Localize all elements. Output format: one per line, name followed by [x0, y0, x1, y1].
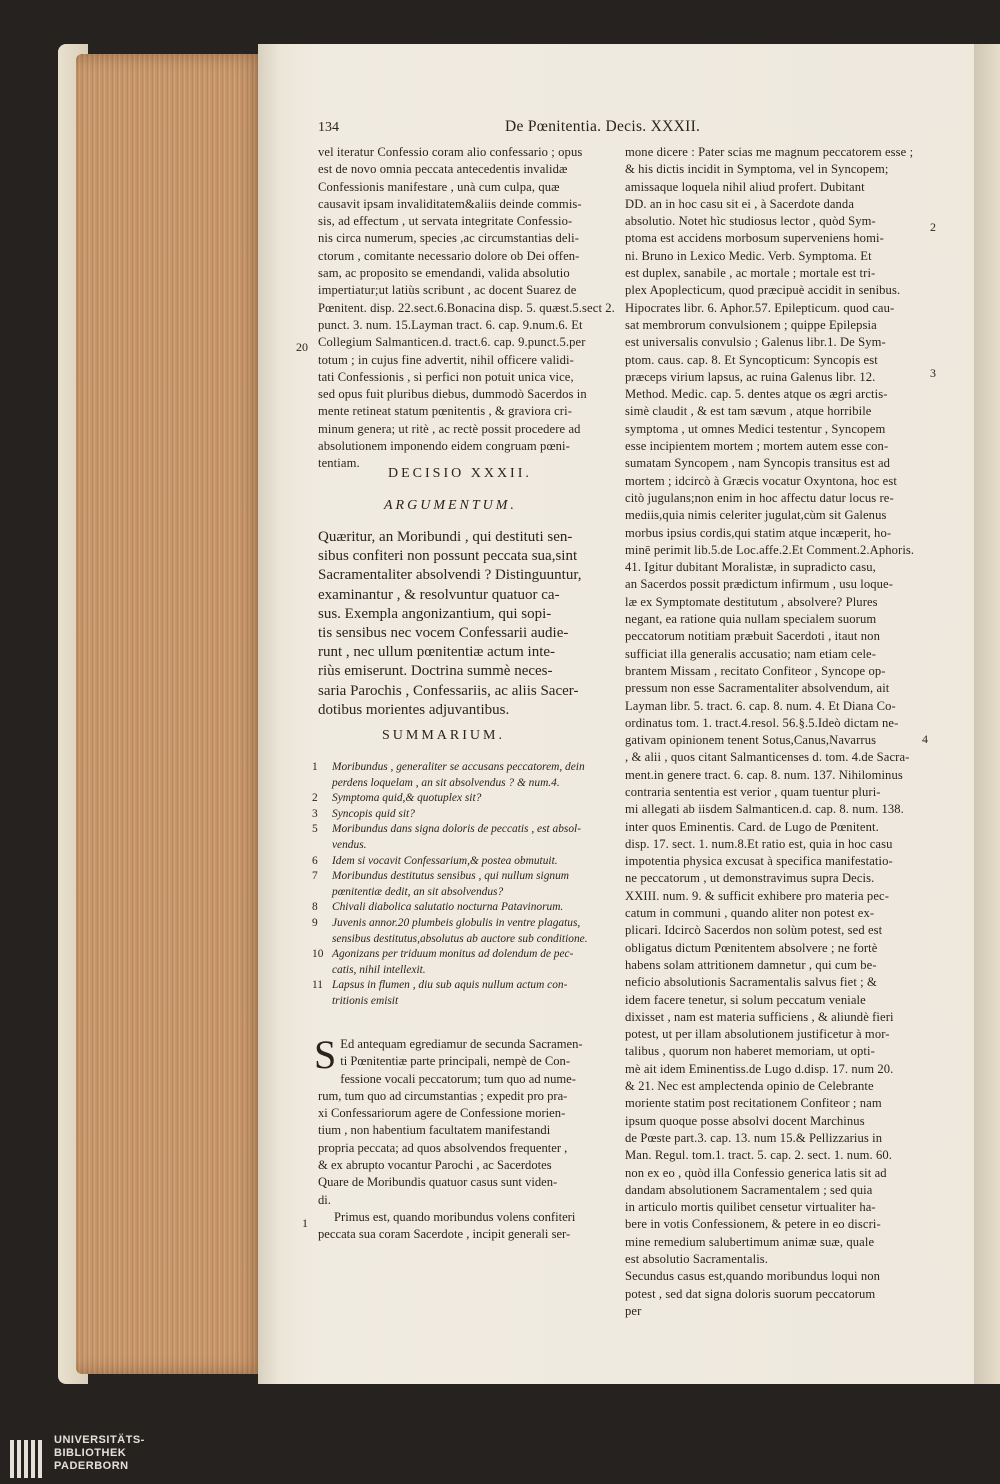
text-line: peccatorum notitiam præbuit Sacerdoti , itaut non [625, 629, 880, 644]
text-line: dixisset , nam est materia sufficiens , & aliundè fieri [625, 1009, 894, 1024]
summarium-item-text: Moribundus destitutus sensibus , qui nullum signum [332, 870, 570, 883]
text-line: dandam absolutionem Sacramentalem ; sed quia [625, 1182, 873, 1197]
summarium-item-text: Idem si vocavit Confessarium,& postea obmutuit. [332, 854, 558, 867]
argumentum-line: tis sensibus nec vocem Confessarii audie- [318, 625, 569, 642]
argumentum-line: examinantur , & resolvuntur quatuor ca- [318, 586, 560, 603]
text-line: simè claudit , & est tam sævum , atque horribile [625, 404, 872, 419]
facing-page-edge [974, 44, 1000, 1384]
summarium-item: vendus. [332, 838, 367, 851]
summarium-item [312, 869, 612, 885]
summarium-item-text: Moribundus , generaliter se accusans peccatorem, dein [332, 761, 585, 773]
text-line: plicari. Idcircò Sacerdos non solùm potest, sed est [625, 923, 883, 938]
text-line: de Pœste part.3. cap. 13. num 15.& Pellizzarius in [625, 1130, 883, 1145]
text-line: rum, tum quo ad circumstantias ; expedit pro pra- [318, 1088, 568, 1103]
text-line: ipsum quoque posse absolvi docent Marchinus [625, 1113, 865, 1128]
text-line: causavit ipsam invaliditatem&aliis deinde commis- [318, 196, 582, 211]
text-line: sufficiat illa generalis accusatio; nam etiam cele- [625, 646, 877, 661]
argumentum-line: sibus confiteri non possunt peccata sua,sint [318, 548, 578, 565]
text-line: symptoma , ut omnes Medici testentur , Syncopem [625, 421, 886, 436]
text-line: potest , sed dat signa doloris suorum peccatorum [625, 1286, 876, 1301]
text-line: est duplex, sanabile , ac mortale ; mortale est tri- [625, 266, 876, 281]
text-line: minē perimit lib.5.de Loc.affe.2.Et Comment.2.Aphoris. [625, 542, 915, 557]
text-line: inter quos Eminentis. Card. de Lugo de Pœnitent. [625, 819, 879, 834]
summarium-item [312, 807, 612, 823]
text-line: mediis,quia nimis celeriter jugulat,cùm sit Galenus [625, 508, 887, 523]
logo-line: PADERBORN [54, 1460, 129, 1472]
argumentum-line: saria Parochis , Confessariis, ac aliis Sacer- [318, 682, 579, 699]
summarium-item: pœnitentiæ dedit, an sit absolvendus? [332, 885, 504, 898]
text-line: præceps virium lapsus, ac ruina Galenus libr. 12. [625, 369, 876, 384]
argumentum-line: Sacramentaliter absolvendi ? Distinguuntur, [318, 567, 582, 584]
text-line: pressum non esse Sacramentaliter absolvendum, ait [625, 681, 890, 696]
text-line: amissaque loquela nihil aliud profert. Dubitant [625, 179, 865, 194]
text-line: ordinatus tom. 1. tract.4.resol. 56.§.5.Ideò dictam ne- [625, 715, 899, 730]
text-line: mè ait idem Eminentiss.de Lugo d.disp. 17. num 20. [625, 1061, 894, 1076]
text-line: & 21. Nec est amplectenda opinio de Celebrante [625, 1079, 874, 1094]
argumentum-text [318, 528, 618, 720]
summarium-item-text: Agonizans per triduum monitus ad dolendum de pec- [332, 948, 574, 961]
text-line: sed opus fuit pluribus diebus, dummodò Sacerdos in [318, 387, 587, 402]
margin-number: 1 [302, 1216, 308, 1230]
margin-number: 4 [922, 732, 928, 746]
text-line: Method. Medic. cap. 5. dentes atque os ægri arctis- [625, 387, 888, 402]
summarium-item [312, 916, 612, 932]
summarium-item-number: 6 [312, 854, 318, 867]
text-line: sumatam Syncopem , nam Syncopis transitus est ad [625, 456, 891, 471]
logo-line: UNIVERSITÄTS- [54, 1434, 145, 1446]
text-line: & ex abrupto vocantur Parochi , ac Sacerdotes [318, 1158, 552, 1173]
text-line: an Sacerdos possit prædictum infirmum , usu loque- [625, 577, 894, 592]
text-line: talibus , quorum non haberet memoriam, ut opti- [625, 1044, 875, 1059]
text-line: sat membrorum convulsionem ; quippe Epilepsia [625, 317, 877, 332]
text-line: Secundus casus est,quando moribundus loqui non [625, 1269, 881, 1284]
text-line: est absolutio Sacramentalis. [625, 1252, 769, 1266]
column-left-body-text [314, 1032, 613, 1244]
summarium-item-number: 5 [312, 823, 318, 836]
text-line: impotentia physica excusat à specifica manifestatio- [625, 854, 893, 869]
text-line: , & alii , quos citant Salmanticenses d. tom. 4.de Sacra- [625, 750, 910, 765]
text-line: tati Confessionis , si perfici non potuit unica vice, [318, 369, 574, 384]
summarium-item-text: Lapsus in flumen , diu sub aquis nullum actum con- [332, 979, 568, 992]
argumentum-line: runt , nec ullum pœnitentiæ actum inte- [318, 644, 556, 661]
summarium-item [312, 822, 612, 838]
text-line: XXIII. num. 9. & sufficit exhibere pro materia pec- [625, 888, 889, 903]
margin-number: 2 [930, 220, 936, 234]
text-line: sam, ac proposito se emendandi, valida absolutio [318, 266, 570, 281]
text-line: propria peccata; ad quos absolvendos frequenter , [318, 1140, 568, 1155]
text-line: Quare de Moribundis quatuor casus sunt viden- [318, 1175, 558, 1190]
text-line: vel iteratur Confessio coram alio confessario ; opus [318, 145, 583, 159]
text-line: nis circa numerum, species ,ac circumstantias deli- [318, 231, 580, 246]
page-number: 134 [318, 120, 339, 135]
text-line: ment.in genere tract. 6. cap. 8. num. 137. Nihilominus [625, 767, 903, 782]
text-line: mente retineat statum pœnitentis , & graviora cri- [318, 404, 572, 419]
summarium-item: tritionis emisit [332, 994, 399, 1007]
text-line: potest, ut per illam absolutionem justificetur à mor- [625, 1027, 890, 1042]
text-line: mone dicere : Pater scias me magnum peccatorem esse ; [625, 145, 914, 159]
text-line: esse incipientem mortem ; mortem autem esse con- [625, 439, 889, 454]
summarium-item-text: Juvenis annor.20 plumbeis globulis in ventre plagatus, [332, 916, 581, 929]
text-line: xi Confessariorum agere de Confessione morien- [318, 1106, 566, 1121]
summarium-item-number: 7 [312, 870, 318, 883]
text-line: contraria sententia est verior , quam tuentur pluri- [625, 784, 881, 799]
text-line: mortem ; idcircò à Græcis vocatur Oxyntona, hoc est [625, 473, 897, 488]
text-line: ptom. caus. cap. 8. Et Syncopticum: Syncopis est [625, 352, 878, 367]
drop-cap: S [314, 1032, 337, 1077]
text-line: Confessionis manifestare , unà cum culpa, quæ [318, 179, 560, 194]
summarium-item-text: Symptoma quid,& quotuplex sit? [332, 792, 482, 805]
column-right-text [625, 144, 930, 1320]
text-line: disp. 17. sect. 1. num.8.Et ratio est, quia in hoc casu [625, 836, 893, 851]
text-line: Collegium Salmanticen.d. tract.6. cap. 9.punct.5.per [318, 335, 586, 350]
text-line: Ed antequam egrediamur de secunda Sacramen- [340, 1037, 583, 1051]
logo-line: BIBLIOTHEK [54, 1447, 127, 1459]
text-line: per [625, 1303, 642, 1318]
text-line: Pœnitent. disp. 22.sect.6.Bonacina disp. 5. quæst.5.sect 2. [318, 300, 615, 315]
text-line: catum in communi , quando aliter non potest ex- [625, 906, 875, 921]
summarium-item: catis, nihil intellexit. [332, 963, 426, 976]
summarium-item: perdens loquelam , an sit absolvendus ? & num.4. [332, 776, 560, 789]
text-line: læ ex Symptomate destitutum , absolvere? Plures [625, 594, 878, 609]
text-line: Man. Regul. tom.1. tract. 5. cap. 2. sect. 1. num. 60. [625, 1148, 893, 1163]
text-line: di. [318, 1192, 331, 1207]
page-block-edge [76, 54, 266, 1374]
argumentum-line: sus. Exempla angonizantium, qui sopi- [318, 605, 552, 622]
library-logo-icon [8, 1436, 48, 1482]
text-line: Hipocrates libr. 6. Aphor.57. Epilepticum. quod cau- [625, 300, 895, 315]
summarium-item-number: 11 [312, 979, 323, 992]
running-title: De Pœnitentia. Decis. XXXII. [505, 118, 701, 135]
text-line: tium , non habentium facultatem manifestandi [318, 1123, 551, 1138]
text-line: gativam opinionem tenent Sotus,Canus,Navarrus [625, 733, 877, 748]
text-line: sis, ad effectum , ut servata integritate Confessio- [318, 214, 573, 229]
margin-number: 3 [930, 366, 936, 380]
text-line: est universalis convulsio ; Galenus libr.1. De Sym- [625, 335, 886, 350]
text-line: ne peccatorum , ut demonstravimus supra Decis. [625, 871, 875, 886]
text-line: est de novo omnia peccata antecedentis invalidæ [318, 162, 568, 177]
text-line: Layman libr. 5. tract. 6. cap. 8. num. 4. Et Diana Co- [625, 698, 896, 713]
summarium-item-number: 8 [312, 901, 318, 914]
summarium-item-number: 10 [312, 948, 324, 961]
text-line: non ex eo , quòd illa Confessio generica latis sit ad [625, 1165, 887, 1180]
text-line: moriente statim post recitationem Confiteor ; nam [625, 1096, 882, 1111]
text-line: negant, ea ratione quia nullam specialem suorum [625, 612, 877, 627]
text-line: neficio absolutionis Sacramentalis salvus fiet ; & [625, 975, 877, 990]
text-line: ti Pœnitentiæ parte principali, nempè de Con- [340, 1054, 571, 1069]
text-line: absolutio. Notet hìc studiosus lector , quòd Sym- [625, 214, 876, 229]
text-line: plex Apoplecticum, quod præcipuè accidit in senibus. [625, 283, 901, 298]
text-line: morbus ipsius cordis,qui statim atque incæperit, ho- [625, 525, 892, 540]
summarium-item [312, 947, 612, 963]
text-line: & his dictis incidit in Symptoma, vel in Syncopem; [625, 162, 889, 177]
summarium-item [312, 900, 612, 916]
text-line: totum ; in cujus fine advertit, nihil officere validi- [318, 352, 574, 367]
text-line: mine remedium salubertimum animæ suæ, quale [625, 1234, 875, 1249]
text-line: obligatus dictum Pœnitentem absolvere ; ne fortè [625, 940, 878, 955]
library-logo-text [54, 1434, 145, 1473]
argumentum-line: Quæritur, an Moribundi , qui destituti sen- [318, 529, 573, 545]
text-line: bere in votis Confessionem, & petere in eo discri- [625, 1217, 881, 1232]
summarium-item-number: 2 [312, 792, 318, 805]
summarium-item [312, 760, 612, 776]
summarium-item-number: 3 [312, 807, 318, 820]
text-line: minum genera; ut ritè , ac rectè possit procedere ad [318, 421, 581, 436]
summarium-item [312, 978, 612, 994]
text-line: tentiam. [318, 456, 360, 471]
text-line: ptoma est accidens morbosum superveniens homi- [625, 231, 884, 246]
margin-number: 20 [296, 340, 308, 354]
text-line: impertiatur;ut latiùs scribunt , ac docent Suarez de [318, 283, 577, 298]
summarium-item: sensibus destitutus,absolutus ab auctore sub conditione. [332, 932, 588, 945]
text-line: citò jugulans;non enim in hoc affectu datur locus re- [625, 490, 894, 505]
text-line: habens solam attritionem damnetur , qui cum be- [625, 957, 877, 972]
decisio-heading: DECISIO XXXII. [388, 466, 532, 481]
summarium-item [312, 791, 612, 807]
argumentum-line: riùs emiserunt. Doctrina summè neces- [318, 663, 553, 680]
library-logo [0, 1430, 220, 1484]
summarium-item-text: Syncopis quid sit? [332, 807, 415, 820]
text-line: idem facere tenetur, si solum peccatum veniale [625, 992, 866, 1007]
summarium-heading: SUMMARIUM. [382, 728, 505, 743]
text-line: peccata sua coram Sacerdote , incipit generali ser- [318, 1227, 571, 1242]
text-line: mi allegati ab iisdem Salmanticen.d. cap. 8. num. 138. [625, 802, 904, 817]
text-line: punct. 3. num. 15.Layman tract. 6. cap. 9.num.6. Et [318, 317, 583, 332]
column-left-top-text [318, 144, 615, 473]
text-line: DD. an in hoc casu sit ei , à Sacerdote danda [625, 196, 855, 211]
summarium-item-number: 9 [312, 916, 318, 929]
summarium-item-number: 1 [312, 761, 318, 773]
text-line: Primus est, quando moribundus volens confiteri [334, 1209, 576, 1224]
text-line: absolutionem imponendo eidem congruam pœni- [318, 439, 570, 454]
text-line: fessione vocali peccatorum; tum quo ad nume- [340, 1071, 576, 1086]
summarium-item [312, 854, 612, 870]
summarium-item-text: Chivali diabolica salutatio nocturna Patavinorum. [332, 901, 564, 914]
argumentum-heading: ARGUMENTUM. [384, 498, 517, 513]
text-line: ni. Bruno in Lexico Medic. Verb. Symptoma. Et [625, 248, 872, 263]
argumentum-line: dotibus morientes adjuvantibus. [318, 701, 510, 718]
text-line: brantem Missam , recitato Confiteor , Syncope op- [625, 663, 886, 678]
text-line: ctorum , comitante necessario dolore ob Dei offen- [318, 248, 580, 263]
summarium-list [312, 760, 612, 1010]
text-line: in articulo mortis quilibet censetur virtualiter ha- [625, 1200, 876, 1215]
text-line: 41. Igitur dubitant Moralistæ, in supradicto casu, [625, 560, 876, 575]
summarium-item-text: Moribundus dans signa doloris de peccatis , est absol- [332, 823, 582, 836]
